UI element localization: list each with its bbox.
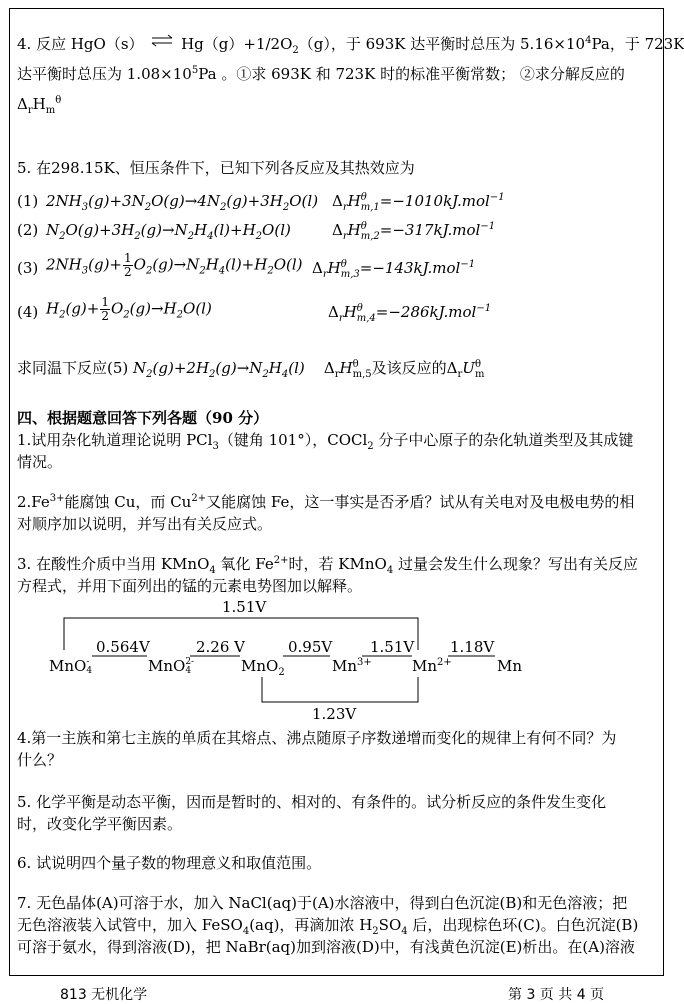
q5-r4-enthalpy: $\Delta_rH^\theta_{m,4}=-286kJ.mol^{-1}$ [328,303,492,324]
s4-q4-line-2: 什么？ [17,751,63,769]
species-mn3: $Mn^{3+}$ [332,657,372,675]
top-bracket-potential: 1.51V [222,598,267,616]
s4-q7-line-2: 无色溶液装入试管中，加入 FeSO$_4$(aq)，再滴加浓 $H_2SO_4$ 后，出现棕色环(C)。白色沉淀(B) [17,916,639,937]
species-mn2: $Mn^{2+}$ [412,657,452,675]
q4-text-c: （g），于 693K 达平衡时总压为 5.16×10 [298,35,586,53]
potential-4: 1.51V [370,638,415,656]
species-mno2: MnO$_2$ [241,657,285,678]
s4-q4-line-1: 4.第一主族和第七主族的单质在其熔点、沸点随原子序数递增而变化的规律上有何不同？为 [17,729,617,747]
footer-page-number: 第 3 页 共 4 页 [508,987,605,1003]
q5-r5-du: $\Delta_rU^\theta_m$ [446,359,485,380]
s4-q7-line-3: 可溶于氨水，得到溶液(D)，把 NaBr(aq)加到溶液(D)中，有浅黄色沉淀(E)析出。在(A)溶液 [17,938,635,956]
q5-ask-suffix: 及该反应的 [371,359,447,377]
q5-r1-equation: $2NH_3(g)+3N_2O(g)\to 4N_2(g)+3H_2O(l)$ [46,192,319,213]
s4-q1-line-2: 情况。 [17,453,63,471]
s4-q3-line-2: 方程式，并用下面列出的锰的元素电势图加以解释。 [17,577,363,595]
q5-r1-enthalpy: $\Delta_rH^\theta_{m,1}=-1010kJ.mol^{-1}$ [332,192,505,213]
potential-1: 0.564V [96,638,150,656]
q5-r3-enthalpy: $\Delta_rH^\theta_{m,3}=-143kJ.mol^{-1}$ [312,259,476,280]
q5-r3-equation: $2NH_3(g)+$ $\frac{1}{2}$ $O_2(g)\to N_2H_4(l)+H_2O(l)$ [46,251,303,279]
species-mno4: MnO - 4 [49,657,93,676]
q4-text-e: 达平衡时总压为 1.08×10 [17,65,192,83]
q5-r5-dh: $\Delta_rH^\theta_{m,5}$ [323,359,372,380]
q5-r1-label: (1) [17,192,39,210]
s4-q5-line-1: 5. 化学平衡是动态平衡，因而是暂时的、相对的、有条件的。试分析反应的条件发生变化 [17,793,607,811]
q5-r2-equation: $N_2O(g)+3H_2(g)\to N_2H_4(l)+H_2O(l)$ [46,221,291,242]
q5-r2-enthalpy: $\Delta_rH^\theta_{m,2}=-317kJ.mol^{-1}$ [332,221,496,242]
q5-r4-equation: $H_2(g)+$ $\frac{1}{2}$ $O_2(g)\to H_2O(l)$ [46,295,212,323]
s4-q2-line-2: 对顺序加以说明，并写出有关反应式。 [17,515,273,533]
s4-q1-line-1: 1.试用杂化轨道理论说明 PCl$_3$（键角 101°），COCl$_2$ 分子中心原子的杂化轨道类型及其成键 [17,431,634,452]
species-mno4-2: MnO 2- 4 [148,657,195,676]
q4-text-f: Pa 。①求 693K 和 723K 时的标准平衡常数； ②求分解反应的 [198,65,625,83]
q4-line-1: 4. 反应 HgO（s） $Hg(g)+1/2O_2(g)$，于 693K 达平衡时总压为 $5.16\times 10^4Pa$，于 723K [17,34,684,54]
s4-q6-line-1: 6. 试说明四个量子数的物理意义和取值范围。 [17,854,322,872]
q5-intro: 5. 在298.15K、恒压条件下，已知下列各反应及其热效应为 [17,159,415,177]
bottom-bracket-potential: 1.23V [312,705,357,723]
footer-course: 813 无机化学 [60,987,148,1003]
q5-r4-label: (4) [17,303,39,321]
species-mn: Mn [497,657,523,675]
q5-r2-label: (2) [17,221,39,239]
s4-q7-line-1: 7. 无色晶体(A)可溶于水，加入 NaCl(aq)于(A)水溶液中，得到白色沉淀(B)和无色溶液；把 [17,894,628,912]
section4-title: 四、根据题意回答下列各题（90 分） [17,409,269,427]
q5-r5-label: (5) [107,359,129,377]
potential-2: 2.26 V [196,638,245,656]
bottom-bracket-line [262,677,418,702]
s4-q3-line-1: 3. 在酸性介质中当用 KMnO$_4$ 氧化 $Fe^{2+}$时，若 KMnO$_4$ 过量会发生什么现象？写出有关反应 [17,555,638,576]
q4-line-2: 达平衡时总压为 $1.08\times 10^5Pa$ 。①求 693K 和 723K 时的标准平衡常数； ②求分解反应的 [17,65,625,83]
q4-delta-h: $\Delta_rH_m^\theta$ [17,95,62,116]
s4-q5-line-2: 时，改变化学平衡因素。 [17,815,183,833]
q4-text-d: Pa，于 723K [591,35,684,53]
q5-r3-label: (3) [17,259,39,277]
potential-3: 0.95V [288,638,333,656]
s4-q2-line-1: $2.Fe^{3+}$能腐蚀 Cu，而 $Cu^{2+}$又能腐蚀 Fe，这一事实是否矛盾？试从有关电对及电极电势的相 [17,493,635,511]
q5-r5-equation: $N_2(g)+2H_2(g)\to N_2H_4(l)$ [133,359,305,380]
potential-5: 1.18V [450,638,495,656]
q4-text-a: 4. 反应 HgO（s） [17,35,144,53]
q4-text-b: Hg（g）+1/2O [181,35,293,53]
q5-ask-prefix: 求同温下反应 [17,359,108,377]
